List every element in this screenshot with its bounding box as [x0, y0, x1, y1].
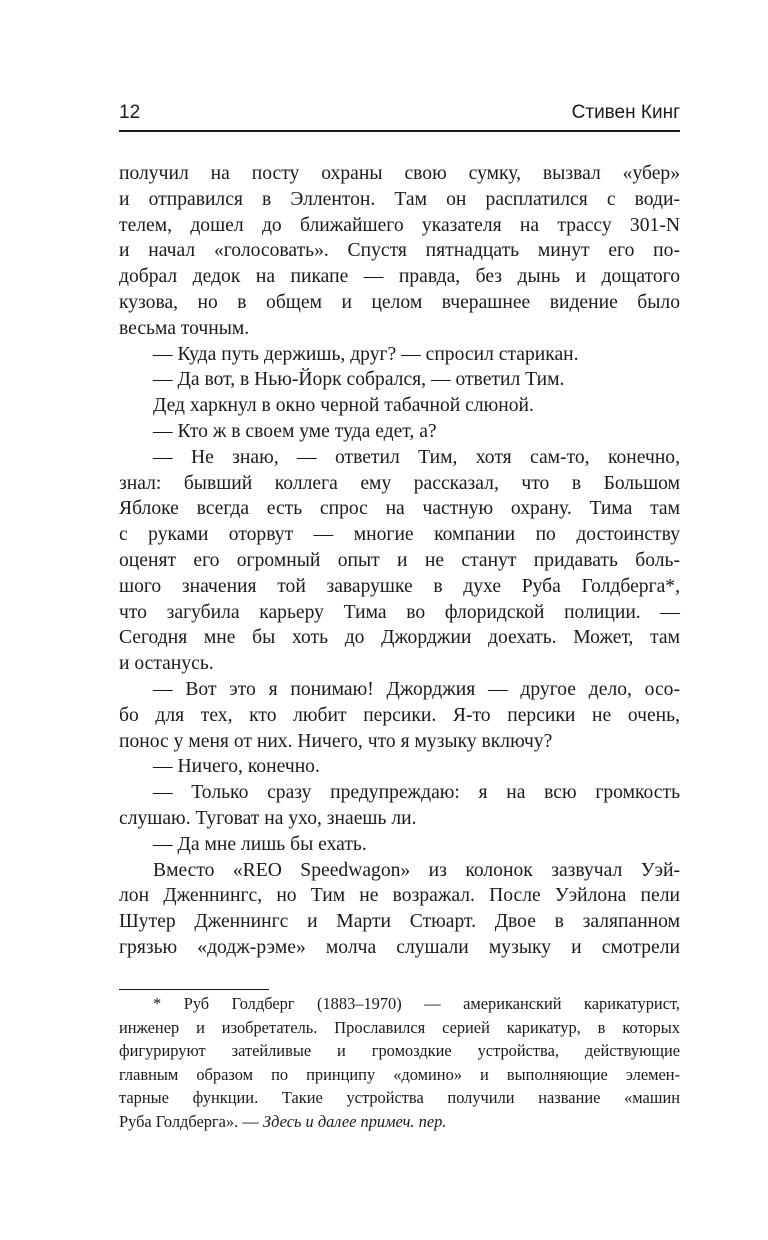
text-line: телем, дошел до ближайшего указателя на трассу 301-N: [119, 214, 680, 236]
text-line: слушаю. Туговат на ухо, знаешь ли.: [119, 807, 417, 829]
text-line: Сегодня мне бы хоть до Джорджии доехать. Может, там: [119, 627, 680, 649]
footnote-text: Руба Голдберга». —: [119, 1111, 263, 1131]
footnote-line: фигурируют затейливые и громоздкие устройства, действующие: [119, 1041, 680, 1060]
paragraph: [119, 367, 680, 393]
paragraph: [119, 754, 680, 780]
running-head-author: Стивен Кинг: [571, 102, 680, 123]
paragraph: [119, 342, 680, 368]
footnote-line: тарные функции. Такие устройства получили название «машин: [119, 1088, 680, 1107]
paragraph: [119, 677, 680, 754]
footnote-translator-note: Здесь и далее примеч. пер.: [262, 1111, 447, 1131]
text-line: с руками оторвут — многие компании по достоинству: [119, 524, 680, 546]
main-text: [119, 161, 680, 961]
text-line: — Не знаю, — ответил Тим, хотя сам-то, конечно,: [153, 446, 680, 468]
footnote-rule: [119, 989, 269, 990]
paragraph: [119, 161, 680, 342]
paragraph: [119, 393, 680, 419]
text-line: Вместо «REO Speedwagon» из колонок зазвучал Уэй-: [153, 859, 680, 881]
paragraph: [119, 445, 680, 677]
text-line: — Только сразу предупреждаю: я на всю громкость: [153, 782, 680, 804]
footnote-line: * Руб Голдберг (1883–1970) — американский карикатурист,: [153, 994, 680, 1013]
text-line: что загубила карьеру Тима во флоридской полиции. —: [119, 601, 680, 623]
text-line: Шутер Дженнингс и Марти Стюарт. Двое в заляпанном: [119, 911, 680, 933]
text-line: получил на посту охраны свою сумку, вызвал «убер»: [119, 163, 680, 184]
footnote-line: инженер и изобретатель. Прославился серией карикатур, в которых: [119, 1017, 680, 1037]
text-line: добрал дедок на пикапе — правда, без дынь и дощатого: [119, 266, 680, 288]
paragraph: [119, 858, 680, 961]
text-line: кузова, но в общем и целом вчерашнее видение было: [119, 291, 680, 313]
footnote-line: главным образом по принципу «домино» и выполняющие элемен-: [119, 1064, 680, 1084]
text-line: — Кто ж в своем уме туда едет, а?: [153, 420, 437, 442]
text-line: понос у меня от них. Ничего, что я музыку включу?: [119, 730, 553, 752]
text-line: и начал «голосовать». Спустя пятнадцать минут его по-: [119, 240, 680, 262]
footnote-line-last: [119, 1110, 680, 1134]
text-line: грязью «додж-рэме» молча слушали музыку и смотрели: [119, 936, 680, 958]
text-line: знал: бывший коллега ему рассказал, что в Большом: [119, 472, 680, 494]
text-line: шого значения той заварушке в духе Руба Голдберга*,: [119, 575, 680, 597]
text-line: оценят его огромный опыт и не станут придавать боль-: [119, 549, 680, 571]
text-line: — Да вот, в Нью-Йорк собрался, — ответил Тим.: [153, 369, 565, 391]
text-line: — Куда путь держишь, друг? — спросил старикан.: [153, 343, 579, 365]
footnote: [119, 992, 680, 1133]
text-line: — Ничего, конечно.: [153, 756, 320, 778]
paragraph: [119, 780, 680, 832]
text-line: лон Дженнингс, но Тим не возражал. После Уэйлона пели: [119, 885, 680, 907]
page-header: [119, 98, 680, 128]
paragraph: [119, 419, 680, 445]
header-rule: [119, 130, 680, 132]
text-line: Яблоке всегда есть спрос на частную охрану. Тима там: [119, 498, 680, 520]
page-number: 12: [119, 102, 141, 123]
text-line: Дед харкнул в окно черной табачной слюной.: [153, 395, 534, 417]
text-line: — Вот это я понимаю! Джорджия — другое дело, осо-: [153, 678, 680, 700]
text-line: и отправился в Эллентон. Там он расплатился с води-: [119, 188, 680, 210]
text-line: бо для тех, кто любит персики. Я-то персики не очень,: [119, 704, 680, 726]
paragraph: [119, 832, 680, 858]
text-line: — Да мне лишь бы ехать.: [153, 833, 367, 855]
text-line: и останусь.: [119, 653, 214, 675]
text-line: весьма точным.: [119, 317, 250, 339]
